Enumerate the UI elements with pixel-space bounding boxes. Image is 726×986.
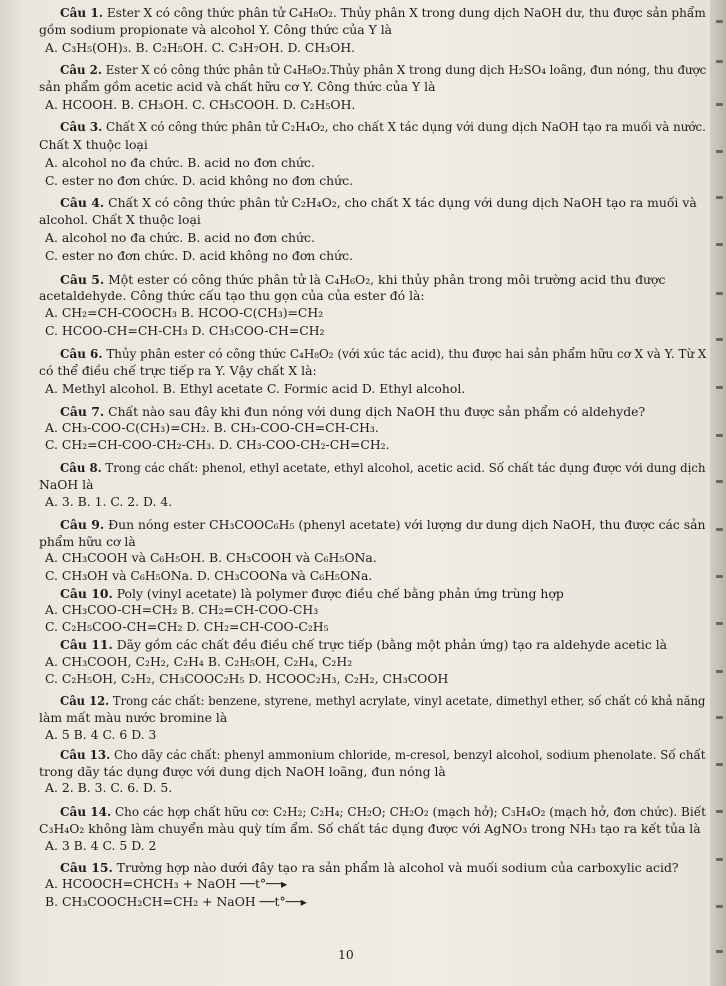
question-text: gồm sodium propionate và alcohol Y. Công thức của Y là [39, 22, 393, 37]
question-text: C₃H₄O₂ không làm chuyển màu quỳ tím ẩm. Số chất tác dụng được với AgNO₃ trong NH₃ tạo ra kết tủa là [39, 821, 701, 836]
question-text: phẩm hữu cơ là [39, 534, 136, 549]
question-text: alcohol. Chất X thuộc loại [39, 212, 201, 227]
page-number: 10 [338, 947, 354, 962]
answer-option: C. ester no đơn chức. D. acid không no đơn chức. [45, 248, 353, 263]
question-text: sản phẩm gồm acetic acid và chất hữu cơ Y. Công thức của Y là [39, 79, 436, 94]
answer-option: C. C₂H₅COO-CH=CH₂ D. CH₂=CH-COO-C₂H₅ [45, 619, 329, 634]
answer-option: C. ester no đơn chức. D. acid không no đơn chức. [45, 173, 353, 188]
answer-option: A. alcohol no đa chức. B. acid no đơn chức. [45, 230, 315, 245]
question-stem: Câu 6. Thủy phân ester có công thức C₄H₈O₂ (với xúc tác acid), thu được hai sản phẩm hữu cơ X và Y. Từ X [60, 346, 707, 361]
question-text: acetaldehyde. Công thức cấu tạo thu gọn của của ester đó là: [39, 288, 425, 303]
question-stem: Câu 2. Ester X có công thức phân tử C₄H₈O₂.Thủy phân X trong dung dịch H₂SO₄ loãng, đun nóng, thu được [60, 62, 707, 77]
answer-option: A. 3 B. 4 C. 5 D. 2 [45, 838, 157, 853]
question-text: làm mất màu nước bromine là [39, 710, 228, 725]
answer-option: C. CH₂=CH-COO-CH₂-CH₃. D. CH₃-COO-CH₂-CH=CH₂. [45, 437, 390, 452]
question-stem: Câu 9. Đun nóng ester CH₃COOC₆H₅ (phenyl acetate) với lượng dư dung dịch NaOH, thu được các sản [60, 517, 706, 532]
answer-option: A. CH₃COOH, C₂H₂, C₂H₄ B. C₂H₅OH, C₂H₄, C₂H₂ [45, 654, 353, 669]
answer-option: A. CH₃COOH và C₆H₅OH. B. CH₃COOH và C₆H₅ONa. [45, 550, 377, 565]
answer-option: A. 3. B. 1. C. 2. D. 4. [45, 494, 173, 509]
question-text: có thể điều chế trực tiếp ra Y. Vậy chất X là: [39, 363, 317, 378]
question-stem: Câu 8. Trong các chất: phenol, ethyl acetate, ethyl alcohol, acetic acid. Số chất tác dụng được với dung dịch [60, 460, 706, 475]
question-text: Chất X thuộc loại [39, 137, 148, 152]
answer-option: A. HCOOH. B. CH₃OH. C. CH₃COOH. D. C₂H₅OH. [45, 97, 356, 112]
answer-option: A. alcohol no đa chức. B. acid no đơn chức. [45, 155, 315, 170]
answer-option: A. C₃H₅(OH)₃. B. C₂H₅OH. C. C₃H₇OH. D. CH₃OH. [45, 40, 356, 55]
answer-option: B. CH₃COOCH₂CH=CH₂ + NaOH ──t°──▸ [45, 894, 307, 909]
question-stem: Câu 5. Một ester có công thức phân tử là C₄H₆O₂, khi thủy phân trong môi trường acid thu được [60, 272, 666, 287]
answer-option: A. CH₃COO-CH=CH₂ B. CH₂=CH-COO-CH₃ [45, 602, 319, 617]
question-stem: Câu 13. Cho dãy các chất: phenyl ammonium chloride, m-cresol, benzyl alcohol, sodium phenolate. Số chất [60, 747, 706, 762]
answer-option: A. Methyl alcohol. B. Ethyl acetate C. Formic acid D. Ethyl alcohol. [45, 381, 466, 396]
answer-option: A. 5 B. 4 C. 6 D. 3 [45, 727, 157, 742]
question-stem: Câu 4. Chất X có công thức phân tử C₂H₄O₂, cho chất X tác dụng với dung dịch NaOH tạo ra muối và [60, 195, 697, 210]
question-text: NaOH là [39, 477, 94, 492]
question-stem: Câu 14. Cho các hợp chất hữu cơ: C₂H₂; C₂H₄; CH₂O; CH₂O₂ (mạch hở); C₃H₄O₂ (mạch hở, đơn chức). Biết [60, 804, 706, 819]
question-stem: Câu 12. Trong các chất: benzene, styrene, methyl acrylate, vinyl acetate, dimethyl ether, số chất có khả năng [60, 693, 706, 708]
binder-edge [710, 0, 726, 986]
question-stem: Câu 10. Poly (vinyl acetate) là polymer được điều chế bằng phản ứng trùng hợp [60, 586, 564, 601]
question-stem: Câu 11. Dãy gồm các chất đều điều chế trực tiếp (bằng một phản ứng) tạo ra aldehyde acetic là [60, 637, 668, 652]
question-stem: Câu 1. Ester X có công thức phân tử C₄H₈O₂. Thủy phân X trong dung dịch NaOH dư, thu được sản phẩm [60, 5, 706, 20]
answer-option: C. C₂H₅OH, C₂H₂, CH₃COOC₂H₅ D. HCOOC₂H₃, C₂H₂, CH₃COOH [45, 671, 449, 686]
answer-option: A. CH₂=CH-COOCH₃ B. HCOO-C(CH₃)=CH₂ [45, 305, 324, 320]
question-stem: Câu 3. Chất X có công thức phân tử C₂H₄O₂, cho chất X tác dụng với dung dịch NaOH tạo ra muối và nước. [60, 119, 706, 134]
question-stem: Câu 7. Chất nào sau đây khi đun nóng với dung dịch NaOH thu được sản phẩm có aldehyde? [60, 404, 646, 419]
answer-option: C. CH₃OH và C₆H₅ONa. D. CH₃COONa và C₆H₅ONa. [45, 568, 373, 583]
question-stem: Câu 15. Trường hợp nào dưới đây tạo ra sản phẩm là alcohol và muối sodium của carboxylic acid? [60, 860, 679, 875]
answer-option: A. HCOOCH=CHCH₃ + NaOH ──t°──▸ [45, 876, 288, 891]
answer-option: C. HCOO-CH=CH-CH₃ D. CH₃COO-CH=CH₂ [45, 323, 325, 338]
answer-option: A. 2. B. 3. C. 6. D. 5. [45, 780, 173, 795]
question-text: trong dãy tác dụng được với dung dịch NaOH loãng, đun nóng là [39, 764, 446, 779]
answer-option: A. CH₃-COO-C(CH₃)=CH₂. B. CH₃-COO-CH=CH-CH₃. [45, 420, 379, 435]
